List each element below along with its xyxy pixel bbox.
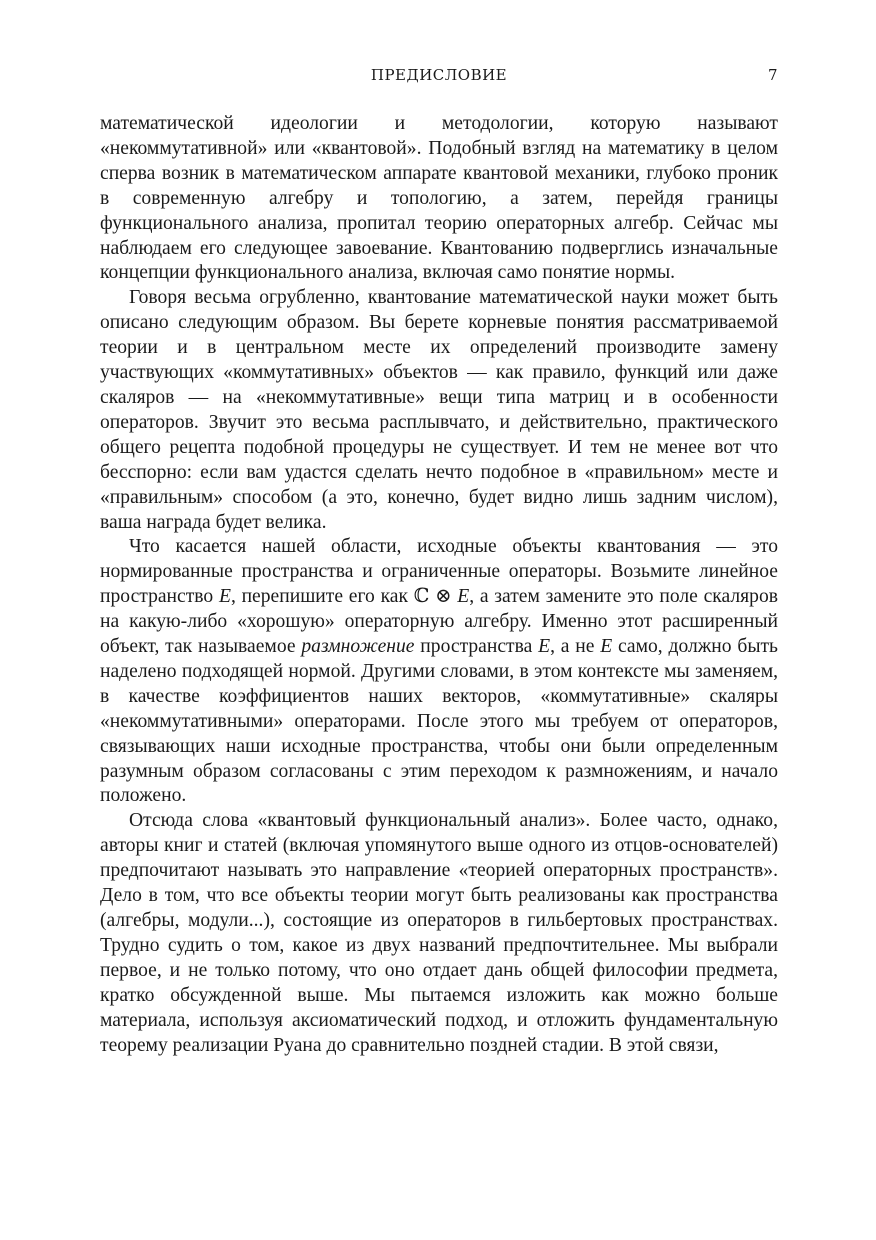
text-run: Что касается нашей области, исходные объекты квантования — это нормированные пространства и ограниченные операторы. Возьмите линейное пространство: [100, 536, 778, 608]
text-run: пространства: [414, 636, 539, 658]
page: [100, 66, 778, 1058]
paragraph-4: Отсюда слова «квантовый функциональный анализ». Более часто, однако, авторы книг и статей (включая упомянутого выше одного из отцов-основателей) предпочитают называть это направление «теорией операторных пространств». Дело в том, что все объекты теории могут быть реализованы как пространства (алгебры, модули...), состоящие из операторов в гильбертовых пространствах. Трудно судить о том, какое из двух названий предпочтительнее. Мы выбрали первое, и не только потому, что оно отдает дань общей философии предмета, кратко обсужденной выше. Мы пытаемся изложить как можно больше материала, используя аксиоматический подход, и отложить фундаментальную теорему реализации Руана до сравнительно поздней стадии. В этой связи,: [100, 810, 778, 1056]
emphasized-term: размножение: [301, 636, 415, 658]
text-run: , а не: [550, 636, 601, 658]
running-header: [100, 66, 778, 90]
body-text: [100, 112, 778, 1058]
paragraph-3: [100, 535, 778, 809]
math-variable: E: [600, 636, 613, 658]
text-run: , а затем замените это поле скаляров на какую-либо «хорошую» операторную алгебру. Именно этот расширенный объект, так называемое: [100, 586, 778, 658]
text-run: само, должно быть наделено подходящей нормой. Другими словами, в этом контексте мы заменяем, в качестве коэффициентов наших векторов, «коммутативные» скаляры «некоммутативными» операторами. После этого мы требуем от операторов, связывающих наши исходные пространства, чтобы они были определенным разумным образом согласованы с этим переходом к размножениям, и начало положено.: [100, 636, 778, 807]
chapter-title: ПРЕДИСЛОВИЕ: [370, 66, 508, 84]
page-number: 7: [767, 66, 778, 84]
paragraph-1: математической идеологии и методологии, которую называют «некоммутативной» или «квантовой». Подобный взгляд на математику в целом сперва возник в математическом аппарате квантовой механики, глубоко проник в современную алгебру и топологию, а затем, перейдя границы функционального анализа, пропитал теорию операторных алгебр. Сейчас мы наблюдаем его следующее завоевание. Квантованию подверглись изначальные концепции функционального анализа, включая само понятие нормы.: [100, 113, 778, 284]
math-variable: E: [457, 586, 470, 608]
text-run: , перепишите его как ℂ ⊗: [230, 586, 458, 608]
math-variable: E: [538, 636, 551, 658]
math-variable: E: [218, 586, 231, 608]
paragraph-2: Говоря весьма огрубленно, квантование математической науки может быть описано следующим образом. Вы берете корневые понятия рассматриваемой теории и в центральном месте их определений производите замену участвующих «коммутативных» объектов — как правило, функций или даже скаляров — на «некоммутативные» вещи типа матриц и в особенности операторов. Звучит это весьма расплывчато, и действительно, практического общего рецепта подобной процедуры не существует. И тем не менее вот что бесспорно: если вам удастся сделать нечто подобное в «правильном» месте и «правильным» способом (а это, конечно, будет видно лишь задним числом), ваша награда будет велика.: [100, 287, 778, 533]
